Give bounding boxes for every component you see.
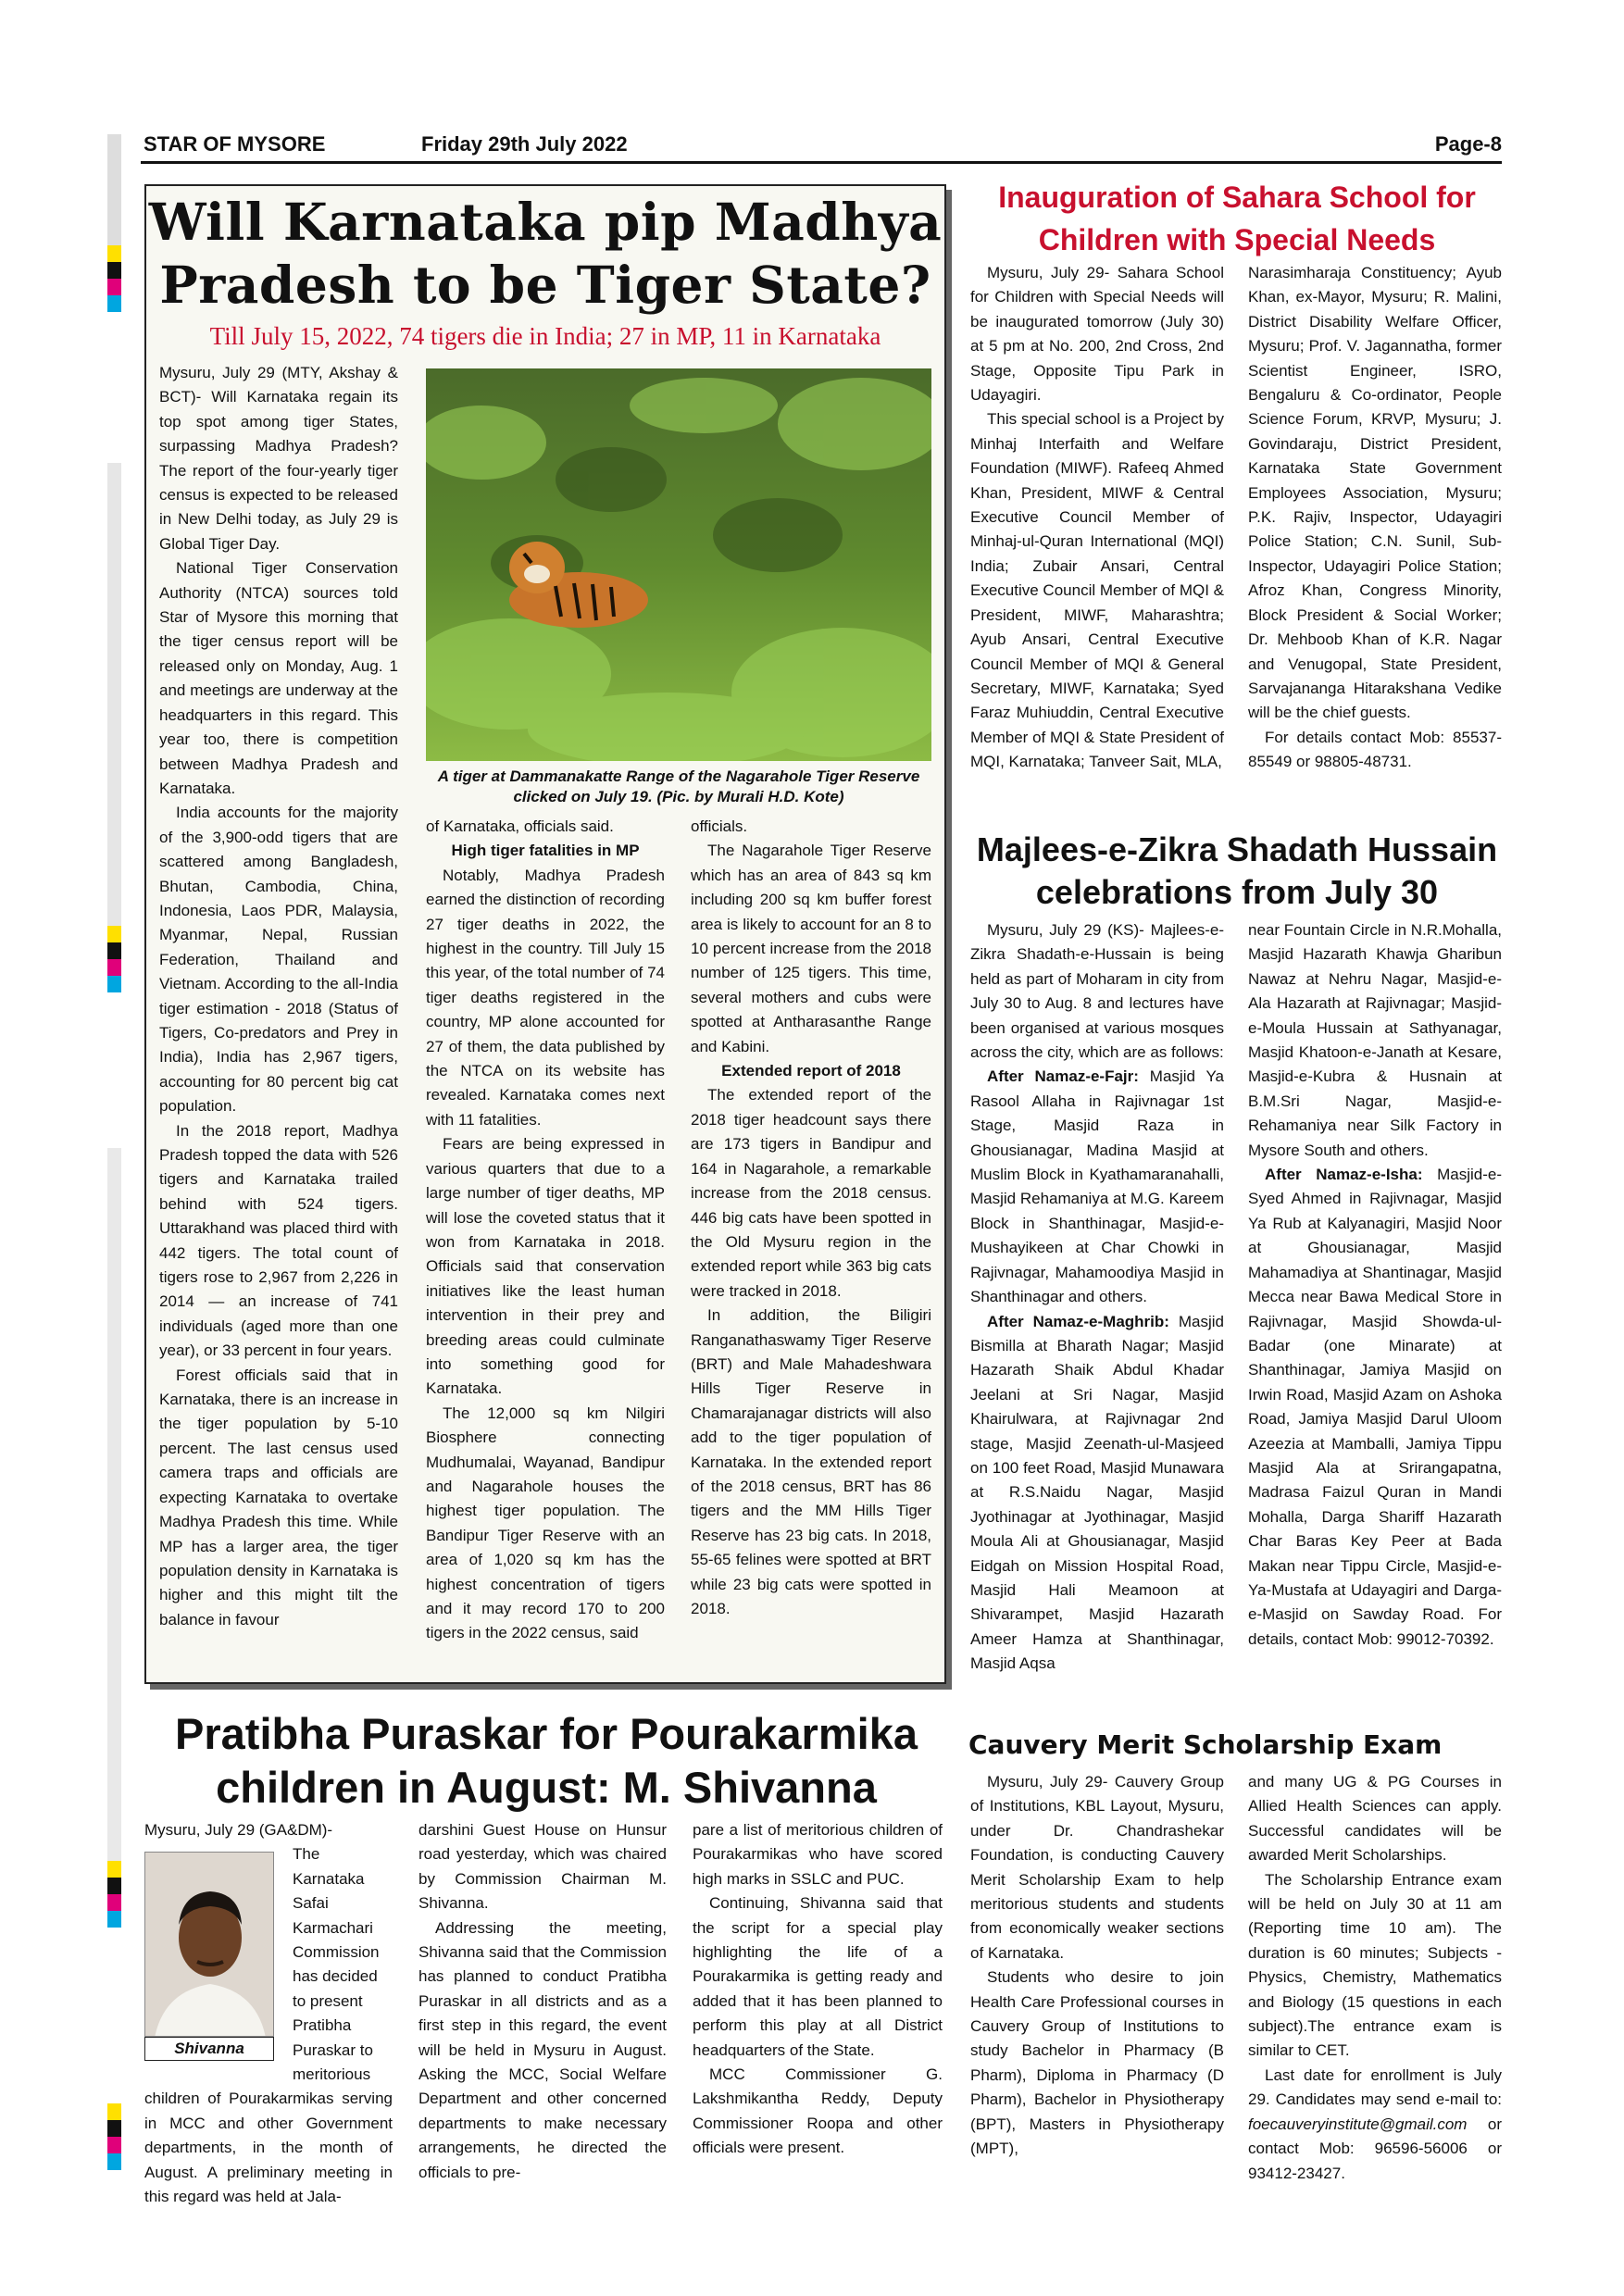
pratibha-headline: Pratibha Puraskar for Pourakarmika children in August: M. Shivanna <box>175 1709 918 1812</box>
majlees-column-1: Mysuru, July 29 (KS)- Majlees-e-Zikra Shadath-e-Hussain is being held as part of Moharam in city from July 30 to Aug. 8 and lectures have been organised at various mosques across the city, which are as follows: After Namaz-e-Fajr: Masjid Ya Rasool Allaha in Rajivnagar 1st Stage, Masjid Raza in Ghousianagar, Madina Masjid at Muslim Block in Kyathamaranahalli, Masjid Rehamaniya at M.G. Kareem Block in Shanthinagar, Masjid-e-Mushayikeen at Char Chowki in Rajivnagar, Mahamoodiya Masjid in Shanthinagar and others. After Namaz-e-Maghrib: Masjid Bismilla at Bharath Nagar; Masjid Hazarath Shaik Abdul Khadar Jeelani at Sri Nagar, Masjid Khairulwara, at Rajivnagar 2nd stage, Masjid Zeenath-ul-Masjeed on 100 feet Road, Masjid Munawara at R.S.Naidu Nagar, Masjid Jyothinagar at Jyothinagar, Masjid Moula Ali at Ghousianagar, Masjid Eidgah on Mission Hospital Road, Masjid Hali Meamoon at Shivarampet, Masjid Hazarath Ameer Hamza at Shanthinagar, Masjid Aqsa <box>970 921 1224 1673</box>
tiger-photo-caption: A tiger at Dammanakatte Range of the Nagarahole Tiger Reserve clicked on July 19. (Pic. by Murali H.D. Kote) <box>437 767 920 805</box>
cauvery-column-2: and many UG & PG Courses in Allied Health Sciences can apply. Successful candidates will be awarded Merit Scholarships. The Scholarship Entrance exam will be held on July 30 at 11 am (Reporting time 10 am). The duration is 60 minutes; Subjects - Physics, Chemistry, Mathematics and Biology (15 questions in each subject).The entrance exam is similar to CET. Last date for enrollment is July 29. Candidates may send e-mail to: foecauveryinstitute@gmail.com or contact Mob: 96596-56006 or 93412-23427. <box>1248 1773 1502 2182</box>
pratibha-column-1: Mysuru, July 29 (GA&DM)- The Karnataka Safai Karmachari Commission has decided to present Pratibha Puraskar to meritorious children of Pourakarmikas serving in MCC and other Government departments, in the month of August. A preliminary meeting in this regard was held at Jala- <box>144 1821 393 2206</box>
registration-marks-top <box>107 134 121 312</box>
tiger-subheadline: Till July 15, 2022, 74 tigers die in India; 27 in MP, 11 in Karnataka <box>209 322 881 350</box>
registration-marks-bottom <box>107 2103 121 2170</box>
majlees-column-2: near Fountain Circle in N.R.Mohalla, Masjid Hazarath Khawja Gharibun Nawaz at Nehru Nagar, Masjid-e-Ala Hazarath at Rajivnagar; Masjid-e-Moula Hussain at Sathyanagar, Masjid Khatoon-e-Janath at Kesare, Masjid-e-Kubra & Husnain at B.M.Sri Nagar, Masjid-e-Rehamaniya near Silk Factory in Mysore South and others. After Namaz-e-Isha: Masjid-e-Syed Ahmed in Rajivnagar, Masjid Ya Rub at Kalyanagiri, Masjid Noor at Ghousianagar, Masjid Mahamadiya at Shantinagar, Masjid Mecca near Bawa Medical Store in Rajivnagar, Masjid Showda-ul-Badar (one Minarate) at Shanthinagar, Jamiya Masjid on Irwin Road, Masjid Azam on Ashoka Road, Jamiya Masjid Darul Uloom Azeezia at Mamballi, Jamiya Tippu Masjid Ala at Srirangapatna, Madrasa Faizul Quran in Mandi Mohalla, Darga Shariff Hazarath Char Baras Key Peer at Bada Makan near Tippu Circle, Masjid-e-Ya-Mustafa at Udayagiri and Darga-e-Masjid on Sawday Road. For details, contact Mob: 99012-70392. <box>1248 921 1503 1648</box>
masthead-rule <box>141 161 1502 164</box>
paper-name: STAR OF MYSORE <box>144 132 326 156</box>
majlees-headline: Majlees-e-Zikra Shadath Hussain celebrations from July 30 <box>976 830 1498 911</box>
registration-marks-mid <box>107 463 121 992</box>
sahara-headline: Inauguration of Sahara School for Children with Special Needs <box>998 181 1476 256</box>
cauvery-column-1: Mysuru, July 29- Cauvery Group of Institutions, KBL Layout, Mysuru, under Dr. Chandrashekar Foundation, is conducting Cauvery Merit Scholarship Exam to help meritorious students and students from economically weaker sections of Karnataka. Students who desire to join Health Care Professional courses in Cauvery Group of Institutions to study Bachelor in Pharmacy (B Pharm), Diploma in Pharmacy (D Pharm), Bachelor in Physiotherapy (BPT), Masters in Physiotherapy (MPT), <box>970 1773 1224 2158</box>
sahara-column-2: Narasimharaja Constituency; Ayub Khan, ex-Mayor, Mysuru; R. Malini, District Disability Welfare Officer, Mysuru; Prof. V. Jagannatha, former Scientist Engineer, ISRO, Bengaluru & Co-ordinator, People Science Forum, KRVP, Mysuru; J. Govindaraju, District President, Karnataka State Government Employees Association, Mysuru; P.K. Rajiv, Inspector, Udayagiri Police Station; C.N. Sunil, Sub-Inspector, Udayagiri Police Station; Afroz Khan, Congress Minority, Block President & Social Worker; Dr. Mehboob Khan of K.R. Nagar and Venugopal, State President, Sarvajananga Hitarakshana Vedike will be the chief guests. For details contact Mob: 85537-85549 or 98805-48731. <box>1248 264 1502 771</box>
tiger-headline: Will Karnataka pip Madhya Pradesh to be Tiger State? <box>148 192 943 315</box>
tiger-column-3: officials. The Nagarahole Tiger Reserve which has an area of 843 sq km including 200 sq km buffer forest area is likely to account for an 8 to 10 percent increase from the 2018 number of 125 tigers. This time, several mothers and cubs were spotted at Antharasanthe Range and Kabini. Extended report of 2018 The extended report of the 2018 tiger headcount says there are 173 tigers in Bandipur and 164 in Nagarahole, a remarkable increase from the 2018 census. 446 big cats have been spotted in the Old Mysuru region in the extended report while 363 big cats were tracked in 2018. In addition, the Biligiri Ranganathaswamy Tiger Reserve (BRT) and Male Mahadeshwara Hills Tiger Reserve in Chamarajanagar districts will also add to the tiger population of Karnataka. In the extended report of the 2018 census, BRT has 86 tigers and the MM Hills Tiger Reserve has 23 big cats. In 2018, 55-65 felines were spotted at BRT while 23 big cats were spotted in 2018. <box>691 817 931 1617</box>
tiger-column-1: Mysuru, July 29 (MTY, Akshay & BCT)- Will Karnataka regain its top spot among tiger States, surpassing Madhya Pradesh? The report of the four-yearly tiger census is expected to be released in New Delhi today, as July 29 is Global Tiger Day. National Tiger Conservation Authority (NTCA) sources told Star of Mysore this morning that the tiger census report will be released only on Monday, Aug. 1 and meetings are underway at the headquarters in this regard. This year too, there is competition between Madhya Pradesh and Karnataka. India accounts for the majority of the 3,900-odd tigers that are scattered among Bangladesh, Bhutan, Cambodia, China, Indonesia, Laos PDR, Malaysia, Myanmar, Nepal, Russian Federation, Thailand and Vietnam. According to the all-India tiger estimation - 2018 (Status of Tigers, Co-predators and Prey in India), India has 2,967 tigers, accounting for 80 percent big cat population. In the 2018 report, Madhya Pradesh topped the data with 526 tigers and Karnataka trailed behind with 524 tigers. Uttarakhand was placed third with 442 tigers. The total count of tigers rose to 2,967 from 2,226 in 2014 — an increase of 741 individuals (aged more than one year), or 33 percent in four years. Forest officials said that in Karnataka, there is an increase in the tiger population by 5-10 percent. The last census used camera traps and officials are expecting Karnataka to overtake Madhya Pradesh this time. While MP has a larger area, the tiger population density in Karnataka is higher and this might tilt the balance in favour <box>159 364 398 1628</box>
sahara-column-1: Mysuru, July 29- Sahara School for Children with Special Needs will be inaugurated tomorrow (July 30) at 5 pm at No. 200, 2nd Cross, 2nd Stage, Opposite Tipu Park in Udayagiri. This special school is a Project by Minhaj Interfaith and Welfare Foundation (MIWF). Rafeeq Ahmed Khan, President, MIWF & Central Executive Council Member of Minhaj-ul-Quran International (MQI) India; Zubair Ansari, Central Executive Council Member of MQI & President, MIWF, Maharashtra; Ayub Ansari, Central Executive Council Member of MQI & General Secretary, MIWF, Karnataka; Syed Faraz Muhiuddin, Central Executive Member of MQI & State President of MQI, Karnataka; Tanveer Sait, MLA, <box>970 264 1225 771</box>
cauvery-headline: Cauvery Merit Scholarship Exam <box>968 1729 1443 1760</box>
pratibha-column-3: pare a list of meritorious children of Pourakarmikas who have scored high marks in SSLC and PUC. Continuing, Shivanna said that the script for a special play highlighting the life of a Pourakarmika is getting ready and added that it has been planned to perform this play at all District headquarters of the State. MCC Commissioner G. Lakshmikantha Reddy, Deputy Commissioner Roopa and other officials were present. <box>693 1821 943 2157</box>
tiger-photo <box>426 368 931 761</box>
tiger-column-2: of Karnataka, officials said. High tiger fatalities in MP Notably, Madhya Pradesh earned the distinction of recording 27 tiger deaths in 2022, the highest in the country. Till July 15 this year, of the total number of 74 tiger deaths registered in the country, MP alone accounted for 27 of them, the data published by the NTCA on its website has revealed. Karnataka comes next with 11 fatalities. Fears are being expressed in various quarters that due to a large number of tiger deaths, MP will lose the coveted status that it won from Karnataka in 2018. Officials said that conservation initiatives like the least human intervention in their prey and breeding areas could culminate into something good for Karnataka. The 12,000 sq km Nilgiri Biosphere connecting Mudhumalai, Wayanad, Bandipur and Nagarahole houses the highest tiger population. The Bandipur Tiger Reserve with an area of 1,020 sq km has the highest concentration of tigers and it may record 170 to 200 tigers in the 2022 census, said <box>426 817 665 1642</box>
shivanna-photo-caption: Shivanna <box>144 2037 274 2061</box>
pratibha-column-2: darshini Guest House on Hunsur road yesterday, which was chaired by Commission Chairman M. Shivanna. Addressing the meeting, Shivanna said that the Commission has planned to conduct Pratibha Puraskar in all districts and as a first step in this regard, the event will be held in Mysuru in August. Asking the MCC, Social Welfare Department and other concerned departments to make necessary arrangements, he directed the officials to pre- <box>418 1821 667 2181</box>
registration-marks-low <box>107 1148 121 1928</box>
cauvery-email-link[interactable]: foecauveryinstitute@gmail.com <box>1248 2115 1468 2133</box>
page-number: Page-8 <box>1434 132 1502 156</box>
subhead-extended: Extended report of 2018 <box>721 1062 901 1080</box>
issue-date: Friday 29th July 2022 <box>421 132 628 156</box>
subhead-fatalities: High tiger fatalities in MP <box>451 842 640 860</box>
